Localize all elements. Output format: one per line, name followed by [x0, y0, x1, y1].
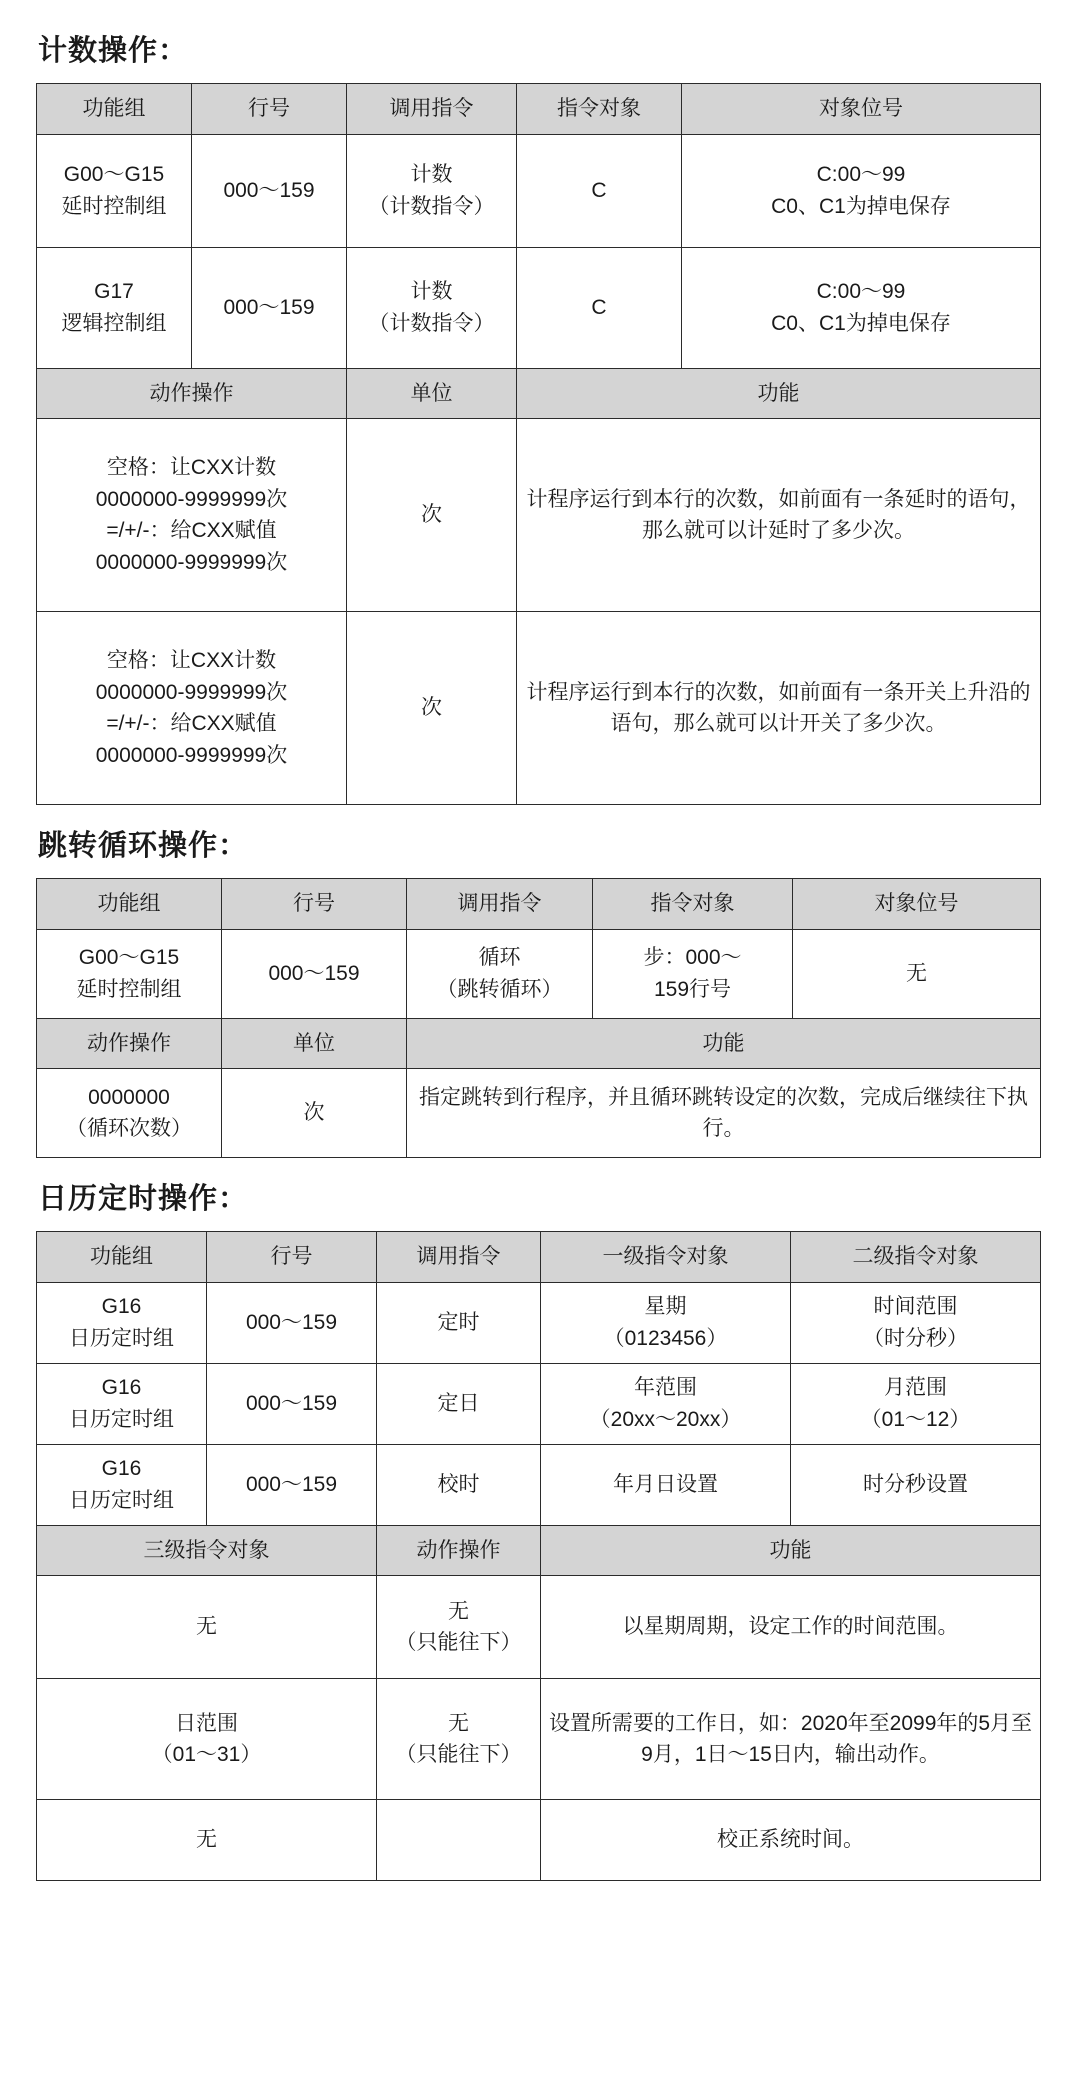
table-row: [37, 612, 1041, 805]
cell-secondary-object: 时分秒设置: [791, 1444, 1041, 1525]
section-title-jump-loop: 跳转循环操作：: [38, 830, 249, 862]
cell-action: 无 （只能往下）: [377, 1679, 541, 1800]
table-row: [37, 1444, 1041, 1525]
cell-function-group: G16 日历定时组: [37, 1282, 207, 1363]
cell-function: 以星期周期，设定工作的时间范围。: [541, 1576, 1041, 1679]
cell-object-bit: C:00～99 C0、C1为掉电保存: [682, 134, 1041, 247]
cell-action: 无 （只能往下）: [377, 1576, 541, 1679]
cell-call-instruction: 定时: [377, 1282, 541, 1363]
table-row: [37, 1363, 1041, 1444]
table-row: [37, 1679, 1041, 1800]
calendar-timing-table: [36, 1231, 1041, 1881]
table-row: [37, 1576, 1041, 1679]
cell-unit: 次: [222, 1069, 407, 1158]
cell-call-instruction: 校时: [377, 1444, 541, 1525]
col-header-function-group: 功能组: [37, 879, 222, 930]
col-header-call-instruction: 调用指令: [377, 1232, 541, 1283]
cell-instruction-object: C: [517, 134, 682, 247]
col-header-action: 动作操作: [37, 368, 347, 419]
counting-table: [36, 83, 1041, 805]
table-header-row: [37, 84, 1041, 135]
cell-line-number: 000～159: [207, 1282, 377, 1363]
cell-primary-object: 星期 （0123456）: [541, 1282, 791, 1363]
cell-call-instruction: 循环 （跳转循环）: [407, 929, 593, 1018]
table-header-row: [37, 1018, 1041, 1069]
col-header-primary-object: 一级指令对象: [541, 1232, 791, 1283]
cell-line-number: 000～159: [207, 1444, 377, 1525]
table-row: [37, 419, 1041, 612]
cell-line-number: 000～159: [207, 1363, 377, 1444]
cell-instruction-object: C: [517, 247, 682, 368]
col-header-function: 功能: [517, 368, 1041, 419]
table-header-row: [37, 1232, 1041, 1283]
col-header-action: 动作操作: [37, 1018, 222, 1069]
cell-function: 计程序运行到本行的次数，如前面有一条开关上升沿的语句，那么就可以计开关了多少次。: [517, 612, 1041, 805]
cell-function-group: G17 逻辑控制组: [37, 247, 192, 368]
cell-action: 空格：让CXX计数 0000000-9999999次 =/+/-：给CXX赋值 0000000-9999999次: [37, 612, 347, 805]
cell-function-group: G16 日历定时组: [37, 1444, 207, 1525]
cell-tertiary-object: 日范围 （01～31）: [37, 1679, 377, 1800]
col-header-unit: 单位: [347, 368, 517, 419]
table-header-row: [37, 879, 1041, 930]
cell-unit: 次: [347, 612, 517, 805]
cell-line-number: 000～159: [192, 247, 347, 368]
col-header-secondary-object: 二级指令对象: [791, 1232, 1041, 1283]
cell-secondary-object: 时间范围 （时分秒）: [791, 1282, 1041, 1363]
col-header-function: 功能: [407, 1018, 1041, 1069]
col-header-instruction-object: 指令对象: [517, 84, 682, 135]
col-header-line-number: 行号: [222, 879, 407, 930]
section-title-calendar-timing: 日历定时操作：: [38, 1183, 249, 1215]
col-header-line-number: 行号: [207, 1232, 377, 1283]
cell-function: 指定跳转到行程序，并且循环跳转设定的次数，完成后继续往下执行。: [407, 1069, 1041, 1158]
cell-object-bit: 无: [793, 929, 1041, 1018]
cell-primary-object: 年月日设置: [541, 1444, 791, 1525]
col-header-call-instruction: 调用指令: [407, 879, 593, 930]
col-header-function-group: 功能组: [37, 84, 192, 135]
col-header-object-bit: 对象位号: [793, 879, 1041, 930]
table-row: [37, 134, 1041, 247]
col-header-tertiary-object: 三级指令对象: [37, 1525, 377, 1576]
cell-function-group: G16 日历定时组: [37, 1363, 207, 1444]
cell-line-number: 000～159: [222, 929, 407, 1018]
col-header-unit: 单位: [222, 1018, 407, 1069]
col-header-line-number: 行号: [192, 84, 347, 135]
col-header-function: 功能: [541, 1525, 1041, 1576]
cell-action: [377, 1800, 541, 1881]
cell-call-instruction: 计数 （计数指令）: [347, 134, 517, 247]
table-header-row: [37, 368, 1041, 419]
col-header-object-bit: 对象位号: [682, 84, 1041, 135]
table-row: [37, 1069, 1041, 1158]
cell-action: 空格：让CXX计数 0000000-9999999次 =/+/-：给CXX赋值 0000000-9999999次: [37, 419, 347, 612]
cell-tertiary-object: 无: [37, 1576, 377, 1679]
cell-function: 校正系统时间。: [541, 1800, 1041, 1881]
jump-loop-table: [36, 878, 1041, 1158]
cell-secondary-object: 月范围 （01～12）: [791, 1363, 1041, 1444]
cell-call-instruction: 计数 （计数指令）: [347, 247, 517, 368]
section-title-counting: 计数操作：: [38, 35, 189, 67]
cell-object-bit: C:00～99 C0、C1为掉电保存: [682, 247, 1041, 368]
table-row: [37, 929, 1041, 1018]
cell-function: 计程序运行到本行的次数，如前面有一条延时的语句，那么就可以计延时了多少次。: [517, 419, 1041, 612]
col-header-call-instruction: 调用指令: [347, 84, 517, 135]
cell-tertiary-object: 无: [37, 1800, 377, 1881]
cell-unit: 次: [347, 419, 517, 612]
col-header-action: 动作操作: [377, 1525, 541, 1576]
table-header-row: [37, 1525, 1041, 1576]
col-header-function-group: 功能组: [37, 1232, 207, 1283]
cell-instruction-object: 步：000～ 159行号: [593, 929, 793, 1018]
table-row: [37, 1282, 1041, 1363]
cell-function: 设置所需要的工作日，如：2020年至2099年的5月至9月，1日～15日内，输出动作。: [541, 1679, 1041, 1800]
table-row: [37, 1800, 1041, 1881]
cell-function-group: G00～G15 延时控制组: [37, 929, 222, 1018]
table-row: [37, 247, 1041, 368]
col-header-instruction-object: 指令对象: [593, 879, 793, 930]
cell-call-instruction: 定日: [377, 1363, 541, 1444]
cell-action: 0000000 （循环次数）: [37, 1069, 222, 1158]
cell-function-group: G00～G15 延时控制组: [37, 134, 192, 247]
cell-line-number: 000～159: [192, 134, 347, 247]
cell-primary-object: 年范围 （20xx～20xx）: [541, 1363, 791, 1444]
